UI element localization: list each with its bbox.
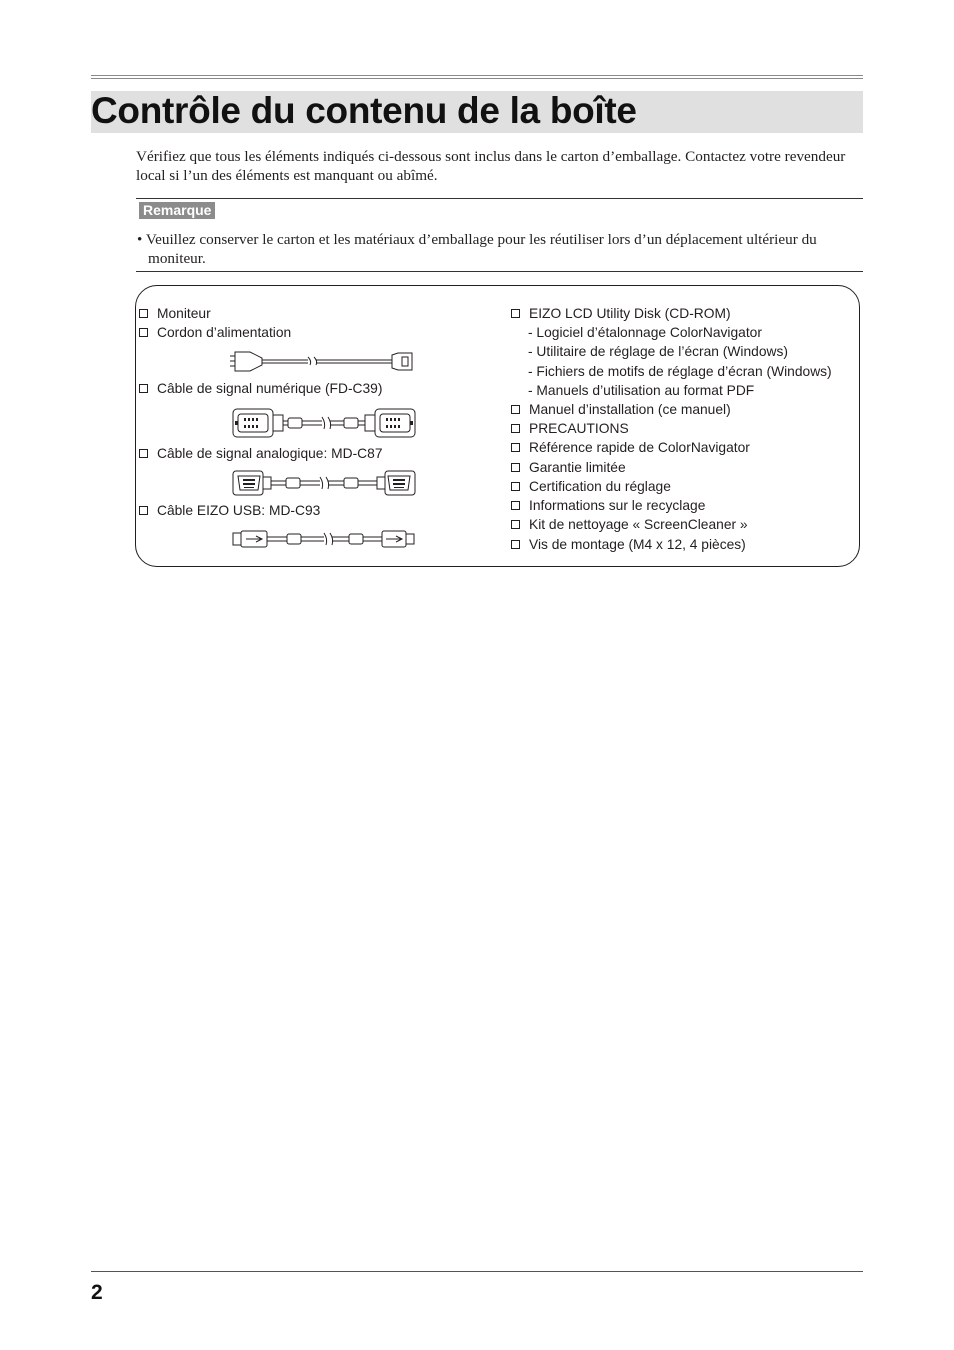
- checkbox-icon: [511, 463, 520, 472]
- checkbox-icon: [139, 309, 148, 318]
- list-item: Kit de nettoyage « ScreenCleaner »: [511, 516, 748, 533]
- checkbox-icon: [511, 540, 520, 549]
- list-item: Informations sur le recyclage: [511, 497, 705, 514]
- list-item: Garantie limitée: [511, 459, 626, 476]
- list-item: EIZO LCD Utility Disk (CD-ROM): [511, 305, 731, 322]
- checkbox-icon: [139, 384, 148, 393]
- title-bar: [91, 91, 863, 133]
- list-item: Câble de signal analogique: MD-C87: [139, 445, 383, 462]
- checkbox-icon: [511, 405, 520, 414]
- list-item: Référence rapide de ColorNavigator: [511, 439, 750, 456]
- header-rule: [91, 78, 863, 79]
- note-divider: [136, 271, 863, 272]
- list-item: Moniteur: [139, 305, 211, 322]
- checkbox-icon: [139, 449, 148, 458]
- dvi-cable-icon: [232, 406, 416, 440]
- intro-paragraph: Vérifiez que tous les éléments indiqués ci-dessous sont inclus dans le carton d’emballage. Contactez votre revendeur local si l’un des éléments est manquant ou abîmé.: [136, 148, 846, 184]
- header-rule: [91, 75, 863, 76]
- checkbox-icon: [511, 309, 520, 318]
- note-text: • Veuillez conserver le carton et les matériaux d’emballage pour les réutiliser lors d’un déplacement ultérieur du moniteur.: [137, 231, 817, 267]
- note-label: Remarque: [139, 202, 215, 219]
- usb-cable-icon: [232, 529, 416, 549]
- power-cable-icon: [230, 350, 414, 374]
- list-item: Câble EIZO USB: MD-C93: [139, 502, 320, 519]
- page-title: Contrôle du contenu de la boîte: [91, 90, 637, 131]
- list-item: PRECAUTIONS: [511, 420, 629, 437]
- footer-rule: [91, 1271, 863, 1272]
- list-item: Cordon d’alimentation: [139, 324, 291, 341]
- checkbox-icon: [511, 520, 520, 529]
- vga-cable-icon: [232, 469, 416, 497]
- note-divider: [136, 198, 863, 199]
- checkbox-icon: [511, 424, 520, 433]
- checkbox-icon: [139, 328, 148, 337]
- list-item: Manuel d’installation (ce manuel): [511, 401, 731, 418]
- checkbox-icon: [511, 482, 520, 491]
- list-item: Câble de signal numérique (FD-C39): [139, 380, 382, 397]
- checkbox-icon: [511, 501, 520, 510]
- list-item: Certification du réglage: [511, 478, 671, 495]
- page-number: 2: [91, 1281, 103, 1304]
- list-sub-item: - Logiciel d’étalonnage ColorNavigator: [528, 325, 762, 340]
- checkbox-icon: [139, 506, 148, 515]
- list-sub-item: - Utilitaire de réglage de l’écran (Windows): [528, 344, 788, 359]
- list-sub-item: - Manuels d’utilisation au format PDF: [528, 383, 755, 398]
- list-item: Vis de montage (M4 x 12, 4 pièces): [511, 536, 746, 553]
- list-sub-item: - Fichiers de motifs de réglage d’écran (Windows): [528, 364, 832, 379]
- checkbox-icon: [511, 443, 520, 452]
